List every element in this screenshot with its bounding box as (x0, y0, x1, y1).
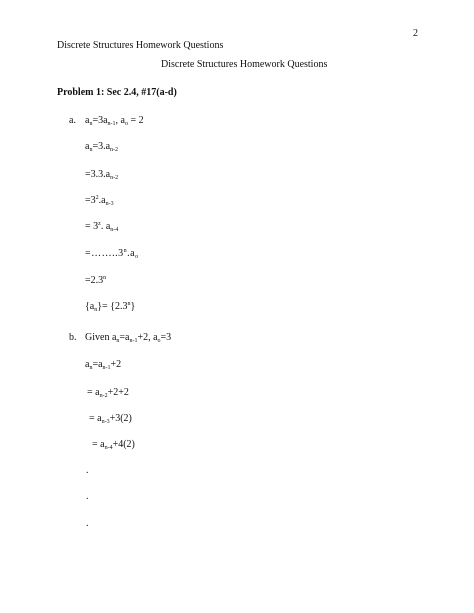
continuation-dot: . (86, 491, 89, 502)
part-b-statement: Given $a_n=a_{n-1}+2$, $a_o=3$ (85, 332, 172, 344)
part-a-step-3: $=3^2.a_{n-3}$ (85, 195, 114, 207)
part-a-step-2: $=3.3.a_{n-2}$ (85, 169, 119, 181)
part-a-step-4: = $3^z$. $a_{n-4}$ (85, 221, 119, 233)
part-a-marker: a. (69, 115, 76, 126)
running-head: Discrete Structures Homework Questions (57, 40, 224, 51)
continuation-dot: . (86, 465, 89, 476)
document-title: Discrete Structures Homework Questions (161, 59, 328, 70)
part-a-step-5: $=\dots\dots..3^n.a_o$ (85, 248, 139, 260)
part-b-step-3: = $a_{n-3}+3(2)$ (89, 413, 132, 425)
continuation-dot: . (86, 518, 89, 529)
part-a-step-1: $a_n=3.a_{n-2}$ (85, 141, 119, 153)
problem-heading: Problem 1: Sec 2.4, #17(a-d) (57, 87, 177, 98)
part-a-statement: $a_n=3a_{n-1}$, $a_o = 2$ (85, 115, 144, 127)
part-b-step-4: = $a_{n-4}+4(2)$ (92, 439, 135, 451)
part-a-solution-set: $\{a_n\}= \{2.3^n\}$ (85, 301, 136, 313)
part-b-step-1: $a_n=a_{n-1}+2$ (85, 359, 122, 371)
part-a-step-6: $=2.3^n$ (85, 275, 107, 286)
page-number: 2 (413, 28, 418, 39)
part-b-step-2: = $a_{n-2}+2+2$ (87, 387, 129, 399)
part-b-marker: b. (69, 332, 77, 343)
